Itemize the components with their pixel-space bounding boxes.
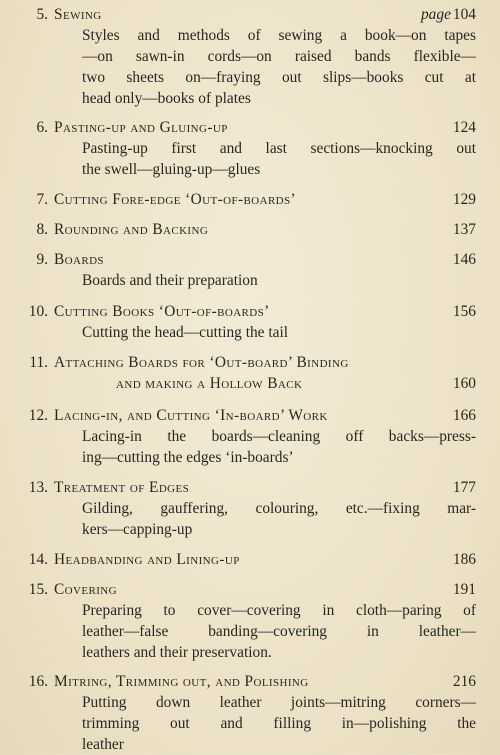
summary-line: head only—books of plates: [82, 90, 251, 107]
page-label: page: [420, 6, 451, 23]
page-number: 146: [452, 251, 476, 268]
summary-line: Putting down leather joints—mitring corners—: [82, 694, 476, 711]
page-number: 137: [452, 221, 476, 238]
summary-line: Gilding, gauffering, colouring, etc.—fixing mar-: [82, 500, 476, 517]
page-number: 160: [452, 375, 476, 392]
toc-entry-11: [20, 352, 476, 394]
summary-line: trimming out and filling in—polishing the: [82, 715, 476, 732]
chapter-number: 6.: [36, 119, 48, 136]
toc-entry-15: [20, 579, 476, 663]
toc-entry-9: [20, 249, 476, 291]
toc-entry-head: [20, 579, 476, 600]
summary-line: Preparing to cover—covering in cloth—paring of: [82, 602, 476, 619]
summary-line: the swell—gluing-up—glues: [82, 161, 261, 178]
summary-line: Lacing-in the boards—cleaning off backs—press-: [82, 428, 476, 445]
chapter-title: Attaching Boards for ‘Out-board’ Binding: [54, 354, 349, 371]
chapter-summary: [82, 138, 476, 180]
page-number: 216: [452, 673, 476, 690]
chapter-number: 9.: [36, 251, 48, 268]
toc-entry-head: [20, 189, 476, 210]
toc-entry-head: [20, 671, 476, 692]
toc-entry-8: [20, 219, 476, 240]
chapter-number: 7.: [36, 191, 48, 208]
page-number: 177: [452, 479, 476, 496]
chapter-summary: [82, 270, 476, 291]
toc-entry-head: [20, 117, 476, 138]
chapter-number: 14.: [28, 551, 48, 568]
chapter-number: 12.: [28, 407, 48, 424]
chapter-number: 13.: [28, 479, 48, 496]
chapter-summary: [82, 498, 476, 540]
page-number: 191: [452, 581, 476, 598]
summary-line: leather: [82, 736, 124, 753]
chapter-title: Rounding and Backing: [54, 221, 209, 238]
page-number: 186: [452, 551, 476, 568]
toc-entry-12: [20, 405, 476, 468]
toc-entry-10: [20, 301, 476, 343]
page-number: 129: [452, 191, 476, 208]
chapter-title: Headbanding and Lining-up: [54, 551, 240, 568]
toc-entry-head: [20, 301, 476, 322]
chapter-title: Pasting-up and Gluing-up: [54, 119, 228, 136]
toc-entry-head: [20, 352, 476, 373]
chapter-number: 5.: [36, 6, 48, 23]
summary-line: —on sawn-in cords—on raised bands flexible—: [82, 48, 476, 65]
chapter-title: Boards: [54, 251, 104, 268]
chapter-title: Cutting Fore-edge ‘Out-of-boards’: [54, 191, 297, 208]
chapter-number: 8.: [36, 221, 48, 238]
chapter-title: Lacing-in, and Cutting ‘In-board’ Work: [54, 407, 328, 424]
page-number: 166: [452, 407, 476, 424]
chapter-number: 11.: [29, 354, 48, 371]
chapter-number: 16.: [28, 673, 48, 690]
summary-line: Cutting the head—cutting the tail: [82, 324, 289, 341]
chapter-summary: [82, 600, 476, 663]
chapter-title: Sewing: [54, 6, 102, 23]
chapter-summary: [82, 426, 476, 468]
chapter-number: 15.: [28, 581, 48, 598]
page-number: 124: [452, 119, 476, 136]
summary-line: ing—cutting the edges ‘in-boards’: [82, 449, 294, 466]
summary-line: Boards and their preparation: [82, 272, 258, 289]
chapter-number: 10.: [28, 303, 48, 320]
summary-line: Pasting-up first and last sections—knocking out: [82, 140, 476, 157]
page-reference: [421, 4, 476, 25]
summary-line: kers—capping-up: [82, 521, 193, 538]
chapter-title-continued: [20, 373, 476, 394]
chapter-summary: [82, 322, 476, 343]
toc-entry-head: [20, 549, 476, 570]
chapter-title: Covering: [54, 581, 117, 598]
toc-entry-head: [20, 219, 476, 240]
toc-entry-5: [20, 4, 476, 109]
chapter-summary: [82, 25, 476, 109]
toc-entry-7: [20, 189, 476, 210]
chapter-title: Mitring, Trimming out, and Polishing: [54, 673, 309, 690]
chapter-summary: [82, 692, 476, 755]
summary-line: leathers and their preservation.: [82, 644, 272, 661]
toc-entry-head: [20, 477, 476, 498]
toc-entry-16: [20, 671, 476, 755]
toc-entry-6: [20, 117, 476, 180]
page-number: 156: [452, 303, 476, 320]
chapter-title: Cutting Books ‘Out-of-boards’: [54, 303, 270, 320]
summary-line: two sheets on—fraying out slips—books cut at: [82, 69, 476, 86]
chapter-title: Treatment of Edges: [54, 479, 190, 496]
toc-entry-14: [20, 549, 476, 570]
toc-entry-head: [20, 4, 476, 25]
chapter-title-line-2: and making a Hollow Back: [116, 375, 303, 392]
toc-entry-head: [20, 405, 476, 426]
summary-line: Styles and methods of sewing a book—on tapes: [82, 27, 476, 44]
summary-line: leather—false banding—covering in leather—: [82, 623, 476, 640]
toc-entry-13: [20, 477, 476, 540]
page-number: 104: [452, 6, 476, 23]
toc-entry-head: [20, 249, 476, 270]
